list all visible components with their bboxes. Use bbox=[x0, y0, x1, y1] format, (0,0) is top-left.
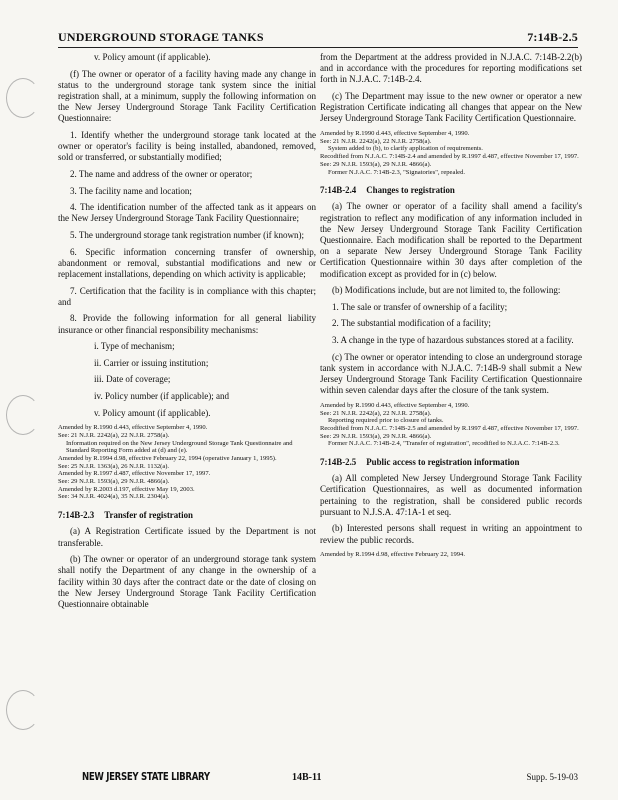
paragraph: from the Department at the address provided in N.J.A.C. 7:14B-2.2(b) and in accordance with the procedures for reporting modifications set forth in N.J.A.C. 7:14B-2.4. bbox=[320, 52, 582, 85]
list-item: i. Type of mechanism; bbox=[94, 341, 175, 352]
section-heading bbox=[58, 510, 316, 521]
section-title: Public access to registration information bbox=[366, 457, 520, 468]
list-item: v. Policy amount (if applicable). bbox=[94, 407, 211, 418]
history-line: See: 29 N.J.R. 1593(a), 29 N.J.R. 4866(a). bbox=[320, 432, 432, 440]
history-line: Recodified from N.J.A.C. 7:14B-2.4 and amended by R.1997 d.487, effective November 17, 1997. bbox=[320, 153, 579, 161]
list-item: 4. The identification number of the affected tank as it appears on the New Jersey Underground Storage Tank Facility Questionnaire; bbox=[58, 202, 316, 224]
list-item: 5. The underground storage tank registration number (if known); bbox=[70, 229, 305, 240]
paragraph: (b) The owner or operator of an underground storage tank system shall notify the Department of any change in the ownership of a facility within 30 days after the contract date or the date of closing on the New Jersey Underground Storage Tank Facility Certification Questionnaire obtainable bbox=[58, 554, 316, 609]
paragraph: (a) A Registration Certificate issued by the Department is not transferable. bbox=[58, 526, 316, 548]
history-line: Amended by R.1994 d.98, effective February 22, 1994 (operative January 1, 1995). bbox=[58, 454, 277, 462]
paragraph: (c) The Department may issue to the new owner or operator a new Registration Certificate indicating all changes that appear on the New Jersey Underground Storage Tank Facility Certification Questionnaire. bbox=[320, 91, 582, 124]
history-line: System added to (b), to clarify application of requirements. bbox=[328, 145, 483, 153]
history-line: Amended by R.1990 d.443, effective September 4, 1990. bbox=[320, 130, 470, 137]
header-title: UNDERGROUND STORAGE TANKS bbox=[58, 30, 264, 44]
paragraph: (a) All completed New Jersey Underground Storage Tank Facility Certification Questionnaires, as well as documented information pertaining to the registration, shall be considered public records pursuant to N.J.S.A. 47:1A-1 et seq. bbox=[320, 473, 582, 517]
right-column bbox=[320, 52, 582, 565]
list-item: 7. Certification that the facility is in compliance with this chapter; and bbox=[58, 285, 316, 307]
history-line: Reporting required prior to closure of tanks. bbox=[328, 417, 444, 425]
binder-hole bbox=[6, 690, 40, 730]
header-section: 7:14B-2.5 bbox=[527, 30, 578, 44]
history-note bbox=[320, 551, 582, 559]
paragraph: (b) Modifications include, but are not limited to, the following: bbox=[332, 285, 561, 296]
history-line: Former N.J.A.C. 7:14B-2.4, "Transfer of registration", recodified to N.J.A.C. 7:14B-2.3. bbox=[328, 440, 560, 448]
page-footer bbox=[40, 770, 578, 783]
history-line: See: 25 N.J.R. 1363(a), 26 N.J.R. 1132(a). bbox=[58, 462, 170, 470]
history-line: Recodified from N.J.A.C. 7:14B-2.5 and amended by R.1997 d.487, effective November 17, 1997. bbox=[320, 424, 579, 432]
section-heading bbox=[320, 185, 582, 196]
paragraph: (a) The owner or operator of a facility shall amend a facility's registration to reflect any modification of any information included in the New Jersey Underground Storage Tank Facility Certification Questionnaire. Each modification shall be reported to the Department on a separate New Jersey Underground Storage Tank Facility Certification Questionnaire within 30 days after completion of the modification except as provided for in (c) below. bbox=[320, 201, 582, 279]
history-line: Former N.J.A.C. 7:14B-2.3, "Signatories", repealed. bbox=[328, 168, 465, 176]
list-item: 3. The facility name and location; bbox=[70, 185, 192, 196]
section-title: Transfer of registration bbox=[104, 510, 193, 521]
list-item: 6. Specific information concerning transfer of ownership, abandonment or removal, substantial modifications and new or replacement installations, depending on which activity is applicable; bbox=[58, 246, 316, 279]
history-note bbox=[320, 402, 582, 448]
history-line: See: 29 N.J.R. 1593(a), 29 N.J.R. 4866(a). bbox=[58, 478, 170, 486]
page-number: 14B-11 bbox=[292, 772, 322, 783]
list-item: ii. Carrier or issuing institution; bbox=[94, 357, 209, 368]
list-item: 1. Identify whether the underground storage tank located at the owner or operator's facility is being installed, abandoned, removed, sold or transferred, or substantially modified; bbox=[58, 130, 316, 163]
history-note bbox=[320, 130, 582, 176]
history-line: See: 34 N.J.R. 4024(a), 35 N.J.R. 2304(a). bbox=[58, 493, 170, 501]
history-line: Information required on the New Jersey Underground Storage Tank Questionnaire and Standard Reporting Form added at (d) and (e). bbox=[66, 439, 293, 455]
list-item: 8. Provide the following information for all general liability insurance or other financial responsibility mechanisms: bbox=[58, 313, 316, 335]
list-item: iv. Policy number (if applicable); and bbox=[94, 390, 230, 401]
history-line: Amended by R.2003 d.197, effective May 19, 2003. bbox=[58, 485, 195, 493]
history-line: Amended by R.1990 d.443, effective September 4, 1990. bbox=[58, 424, 208, 432]
history-line: Amended by R.1997 d.487, effective November 17, 1997. bbox=[58, 470, 211, 478]
section-number: 7:14B-2.4 bbox=[320, 185, 357, 196]
history-line: See: 21 N.J.R. 2242(a), 22 N.J.R. 2758(a). bbox=[320, 409, 432, 417]
left-column bbox=[58, 52, 316, 616]
list-item: 3. A change in the type of hazardous substances stored at a facility. bbox=[332, 335, 574, 346]
list-item: iii. Date of coverage; bbox=[94, 374, 171, 385]
history-line: Amended by R.1990 d.443, effective September 4, 1990. bbox=[320, 401, 470, 409]
paragraph: (c) The owner or operator intending to close an underground storage tank system in accordance with N.J.A.C. 7:14B-9 shall submit a New Jersey Underground Storage Tank Facility Certification Questionnaire within seven calendar days after the closure of the tank system. bbox=[320, 351, 582, 396]
history-note bbox=[58, 424, 316, 501]
paragraph: (f) The owner or operator of a facility having made any change in status to the underground storage tank system since the initial registration shall, at a minimum, supply the following information on the New Jersey Underground Storage Tank Facility Certification Questionnaire: bbox=[58, 68, 316, 124]
list-item: 1. The sale or transfer of ownership of a facility; bbox=[332, 301, 508, 312]
list-item: v. Policy amount (if applicable). bbox=[94, 52, 211, 62]
history-line: See: 21 N.J.R. 2242(a), 22 N.J.R. 2758(a). bbox=[58, 431, 170, 439]
library-stamp: NEW JERSEY STATE LIBRARY bbox=[82, 770, 210, 783]
section-number: 7:14B-2.5 bbox=[320, 457, 357, 468]
history-line: See: 29 N.J.R. 1593(a), 29 N.J.R. 4866(a). bbox=[320, 160, 432, 168]
section-number: 7:14B-2.3 bbox=[58, 510, 95, 521]
section-heading bbox=[320, 457, 582, 468]
supplement-date: Supp. 5-19-03 bbox=[526, 772, 578, 782]
binder-hole bbox=[6, 78, 40, 118]
list-item: 2. The substantial modification of a facility; bbox=[332, 318, 491, 329]
paragraph: (b) Interested persons shall request in writing an appointment to review the public records. bbox=[320, 523, 582, 545]
binder-hole bbox=[6, 395, 40, 435]
history-line: See: 21 N.J.R. 2242(a), 22 N.J.R. 2758(a). bbox=[320, 137, 432, 145]
running-header bbox=[58, 30, 578, 48]
history-line: Amended by R.1994 d.98, effective February 22, 1994. bbox=[320, 551, 465, 559]
list-item: 2. The name and address of the owner or operator; bbox=[70, 169, 253, 179]
section-title: Changes to registration bbox=[366, 185, 455, 196]
